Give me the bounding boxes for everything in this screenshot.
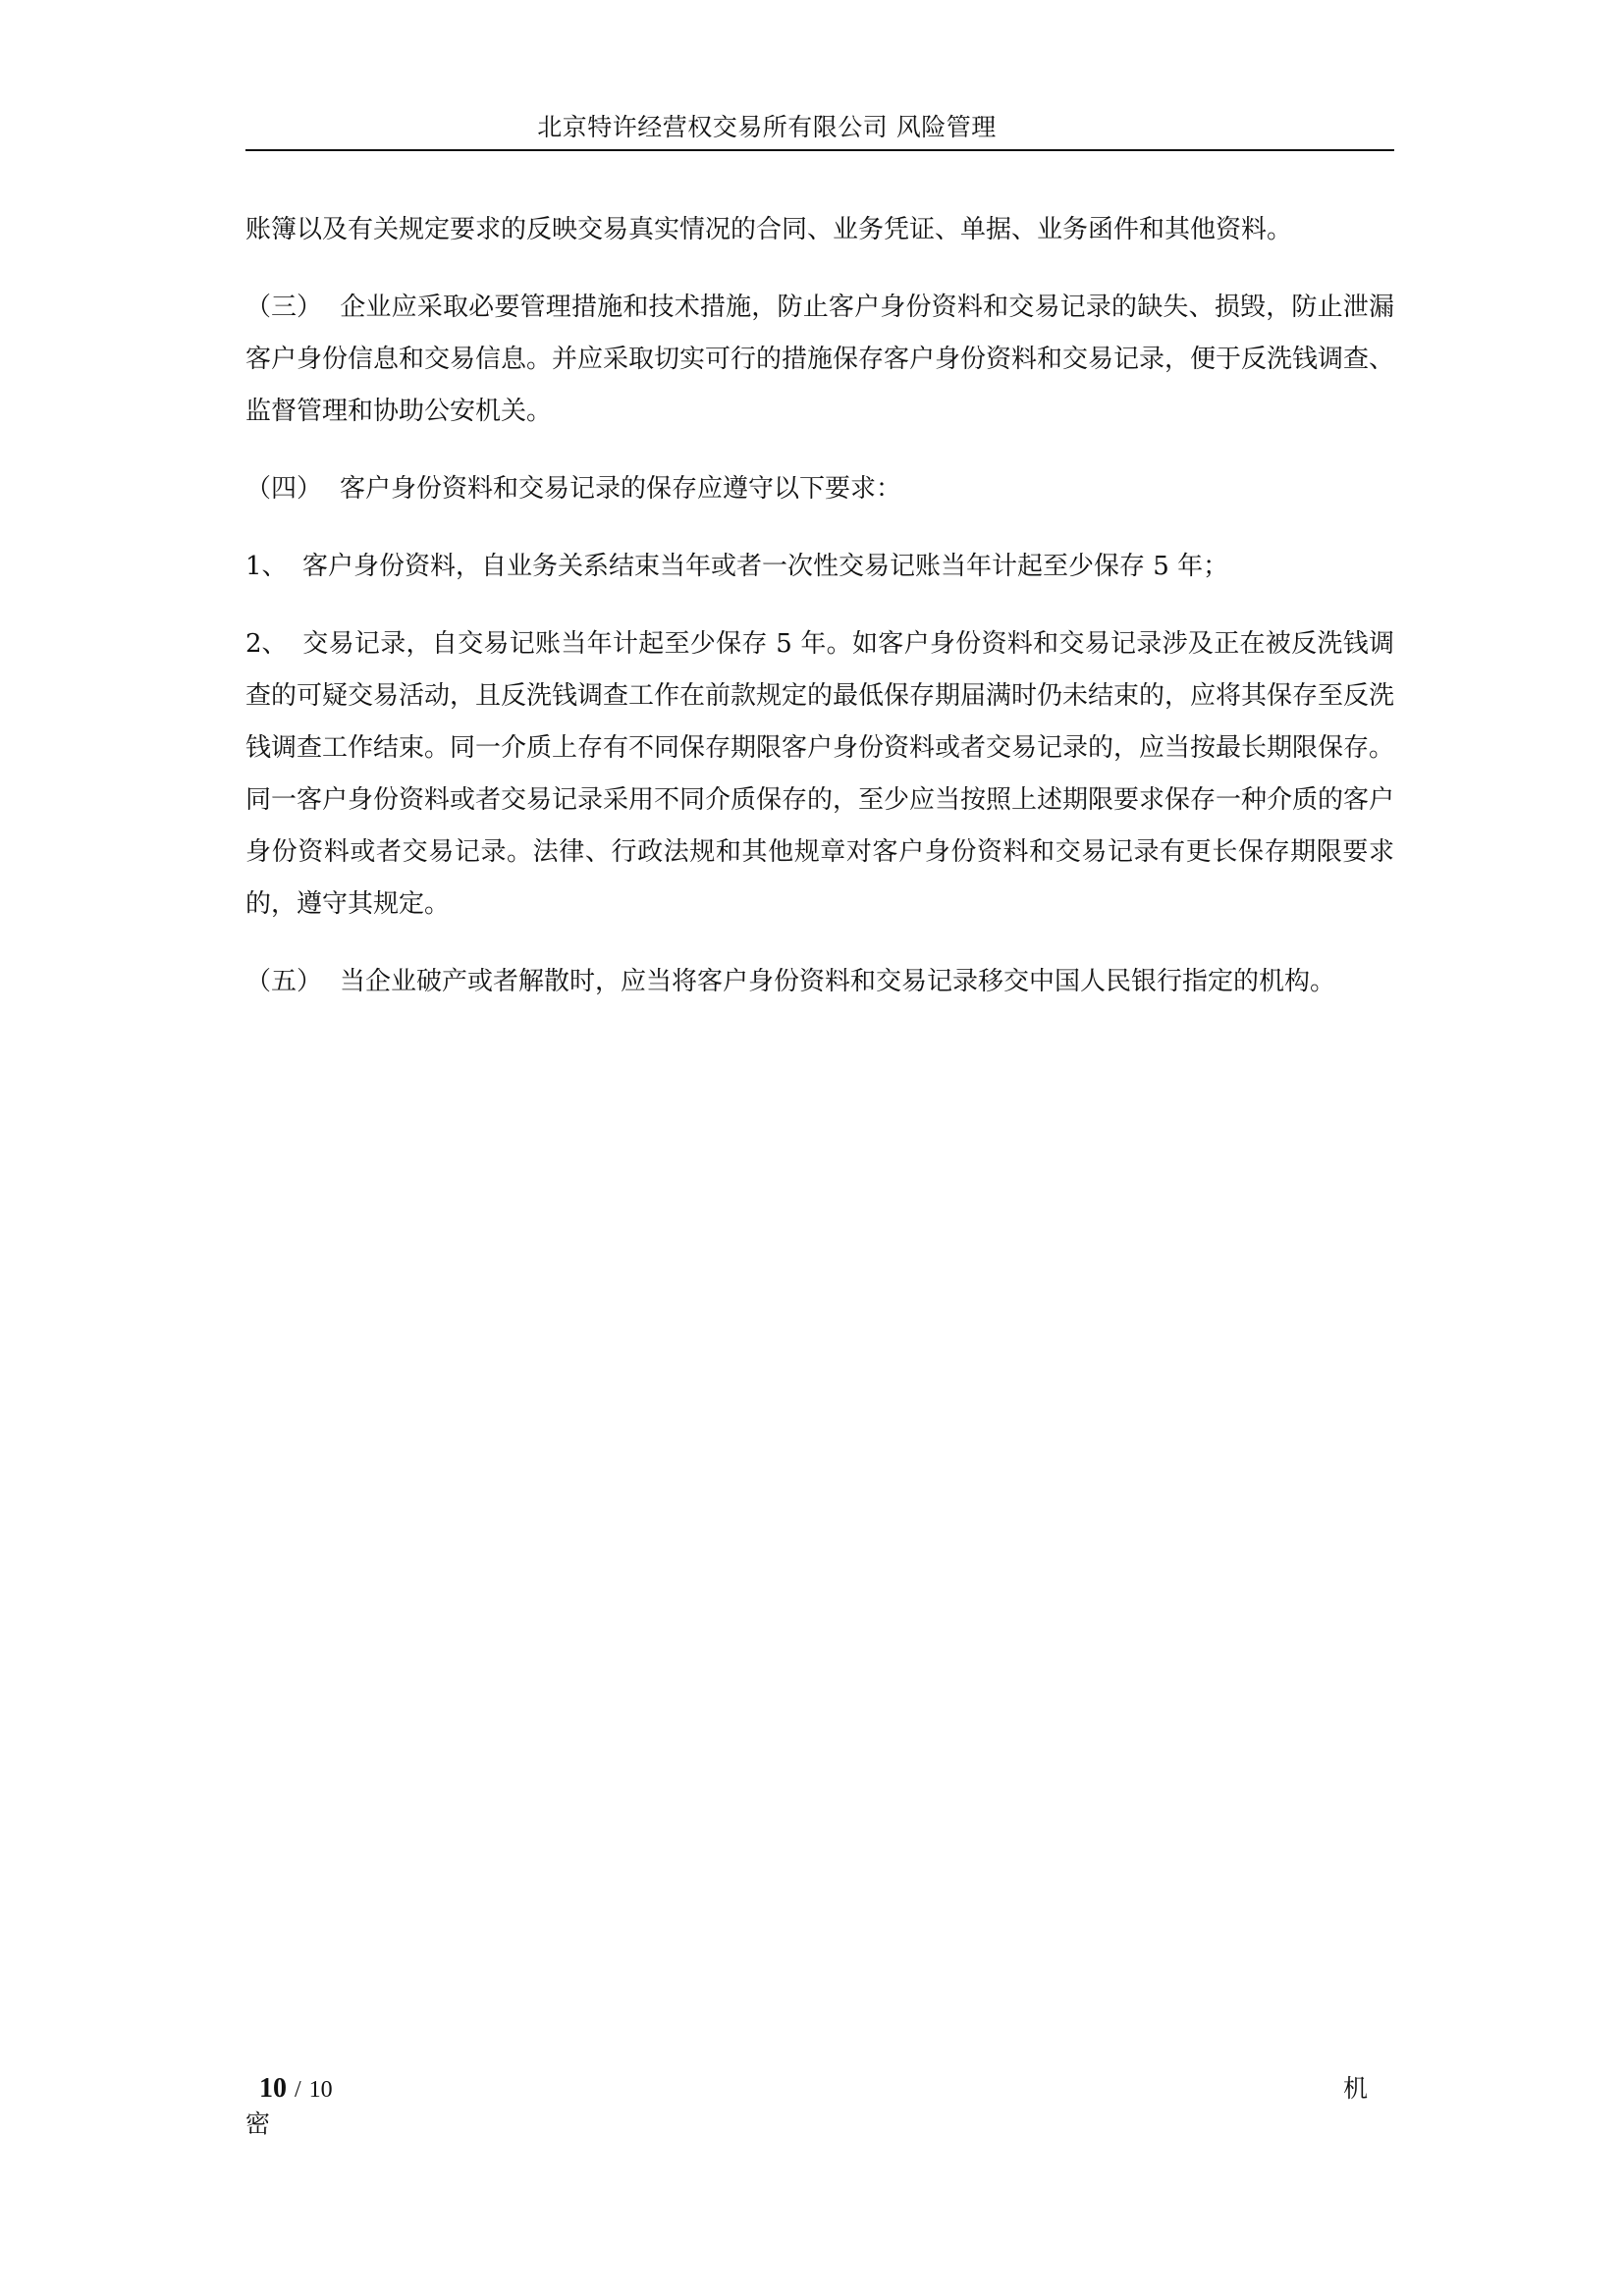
paragraph-marker: 2、	[245, 629, 288, 659]
paragraph-marker: （四）	[245, 474, 323, 504]
paragraph-marker: 1、	[245, 552, 288, 581]
confidential-label-part2: 密	[245, 2109, 271, 2138]
paragraph-text: 账簿以及有关规定要求的反映交易真实情况的合同、业务凭证、单据、业务函件和其他资料。	[245, 215, 1293, 244]
paragraph-text: 当企业破产或者解散时，应当将客户身份资料和交易记录移交中国人民银行指定的机构。	[340, 967, 1336, 996]
header-divider	[245, 149, 1394, 151]
confidential-label-part1: 机	[1343, 2074, 1369, 2103]
paragraph-item-4	[245, 463, 1394, 515]
paragraph-subitem-1	[245, 541, 1394, 593]
page-number-current: 10	[259, 2073, 287, 2104]
paragraph-subitem-2	[245, 618, 1394, 931]
paragraph-text: 客户身份资料，自业务关系结束当年或者一次性交易记账当年计起至少保存 5 年；	[302, 552, 1229, 581]
paragraph-continuation	[245, 204, 1394, 256]
page-header-title: 北京特许经营权交易所有限公司 风险管理	[537, 113, 997, 141]
paragraph-item-3	[245, 282, 1394, 438]
paragraph-marker: （三）	[245, 293, 323, 322]
paragraph-item-5	[245, 956, 1394, 1008]
page-number	[259, 2071, 333, 2108]
page-number-total: 10	[308, 2077, 333, 2103]
paragraph-text: 交易记录，自交易记账当年计起至少保存 5 年。如客户身份资料和交易记录涉及正在被反洗钱调查的可疑交易活动，且反洗钱调查工作在前款规定的最低保存期届满时仍未结束的，应将其保存至反洗钱调查工作结束。同一介质上存有不同保存期限客户身份资料或者交易记录的，应当按最长期限保存。同一客户身份资料或者交易记录采用不同介质保存的，至少应当按照上述期限要求保存一种介质的客户身份资料或者交易记录。法律、行政法规和其他规章对客户身份资料和交易记录有更长保存期限要求的，遵守其规定。	[245, 629, 1395, 919]
document-body	[245, 204, 1394, 1034]
page-number-separator: /	[294, 2077, 301, 2103]
paragraph-marker: （五）	[245, 967, 323, 996]
paragraph-text: 客户身份资料和交易记录的保存应遵守以下要求：	[340, 474, 902, 504]
paragraph-text: 企业应采取必要管理措施和技术措施，防止客户身份资料和交易记录的缺失、损毁，防止泄漏客户身份信息和交易信息。并应采取切实可行的措施保存客户身份资料和交易记录，便于反洗钱调查、监督管理和协助公安机关。	[245, 293, 1395, 426]
